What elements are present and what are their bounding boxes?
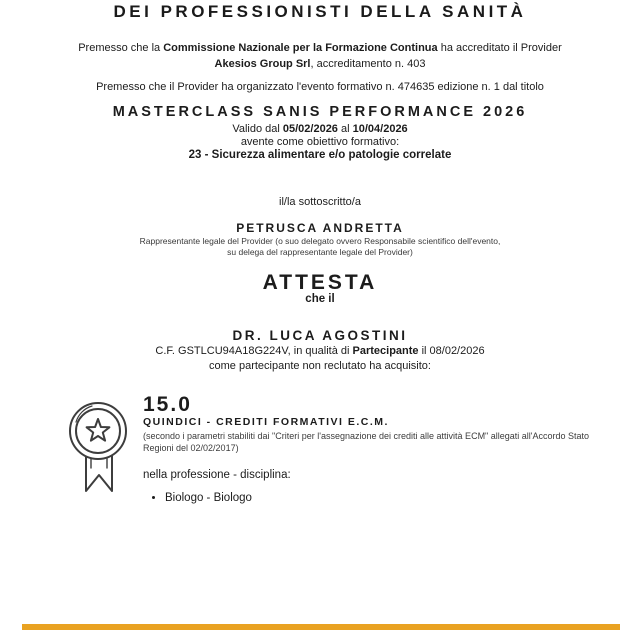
footer-accent-bar [22,624,620,630]
premise-accreditation [0,40,640,72]
premise-event: Premesso che il Provider ha organizzato l'evento formativo n. 474635 edizione n. 1 dal titolo [96,81,544,93]
acquired-line: come partecipante non reclutato ha acquisito: [209,360,431,372]
credits-value: 15.0 [143,393,192,416]
declarant-role-line1: Rappresentante legale del Provider (o suo delegato ovvero Responsabile scientifico dell'evento, [139,236,501,246]
declarant-role [0,236,640,258]
objective-value: 23 - Sicurezza alimentare e/o patologie correlate [188,149,452,161]
validity-start-date: 05/02/2026 [282,123,338,135]
medal-star-icon [66,400,130,496]
premise1-pre: Premesso che la [78,42,164,54]
credits-note: (secondo i parametri stabiliti dai "Criteri per l'assegnazione dei crediti alle attività ECM" allegati all'Accordo Stato Regioni del 02/02/2017) [143,431,590,453]
attestation-heading: ATTESTA [262,271,378,294]
list-item: • Biologo - Biologo [165,492,613,504]
provider-name: Akesios Group Srl [214,58,311,70]
credits-label: QUINDICI - CREDITI FORMATIVI E.C.M. [143,416,389,428]
objective-label: avente come obiettivo formativo: [240,136,400,148]
participant-name: DR. LUCA AGOSTINI [232,328,408,343]
validity-mid: al [337,123,353,135]
attestation-subheading: che il [305,293,335,305]
participant-role: Partecipante [352,345,419,357]
validity-pre: Valido dal [232,123,283,135]
cf-post: il 08/02/2026 [418,345,485,357]
event-title: MASTERCLASS SANIS PERFORMANCE 2026 [112,104,528,120]
premise1-post: ha accreditato il Provider [437,42,562,54]
accreditation-number: , accreditamento n. 403 [310,58,426,70]
document-title: DEI PROFESSIONISTI DELLA SANITÀ [113,2,527,21]
declarant-role-line2: su delega del rappresentante legale del Provider) [227,247,413,257]
cf-pre: C.F. GSTLCU94A18G224V, in qualità di [155,345,353,357]
subscriber-intro: il/la sottoscritto/a [279,196,361,208]
profession-label: nella professione - disciplina: [143,469,291,481]
participant-cf-line [0,345,640,357]
premise1-commission: Commissione Nazionale per la Formazione Continua [163,42,438,54]
validity-end-date: 10/04/2026 [352,123,408,135]
declarant-name: PETRUSCA ANDRETTA [236,221,404,235]
credits-section [143,394,613,504]
event-validity [0,123,640,135]
profession-list [143,492,613,504]
